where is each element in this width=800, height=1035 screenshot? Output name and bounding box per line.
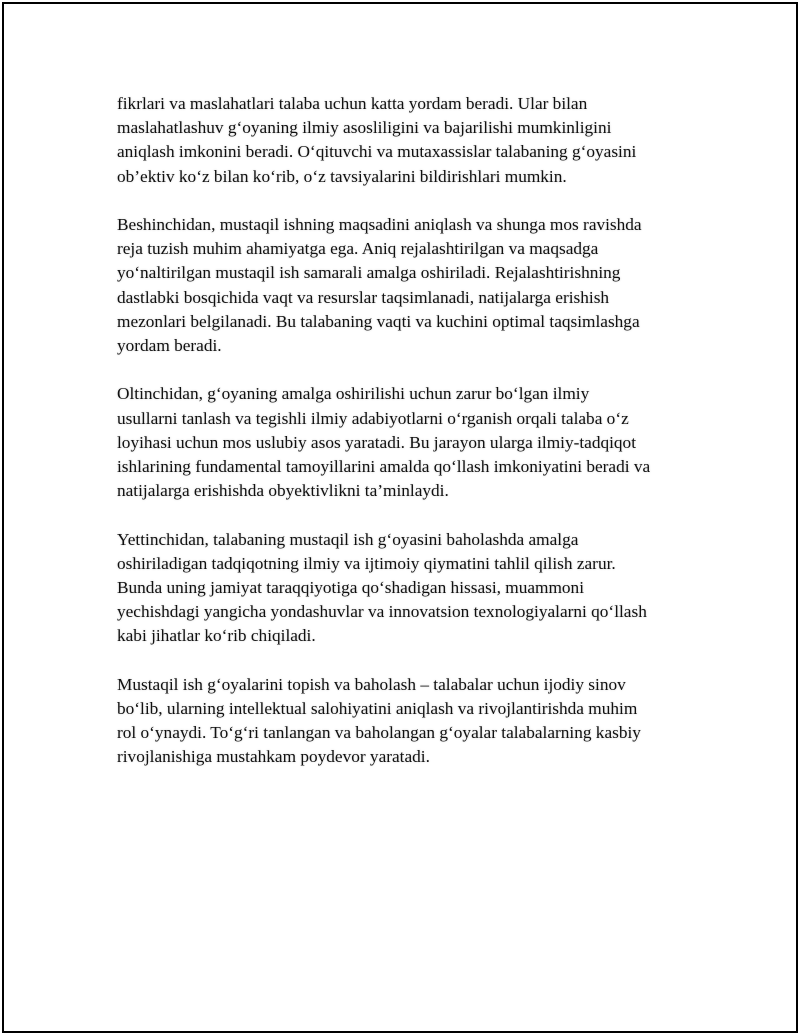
text-line: usullarni tanlash va tegishli ilmiy adabiyotlarni o‘rganish orqali talaba o‘z [117, 408, 629, 428]
text-line: ishlarining fundamental tamoyillarini amalda qo‘llash imkoniyatini beradi va [117, 457, 651, 477]
text-line: maslahatlashuv g‘oyaning ilmiy asosliligini va bajarilishi mumkinligini [117, 118, 612, 138]
text-line: fikrlari va maslahatlari talaba uchun katta yordam beradi. Ular bilan [117, 94, 588, 113]
paragraph-2 [117, 213, 702, 358]
text-line: Yettinchidan, talabaning mustaqil ish g‘oyasini baholashda amalga [117, 529, 579, 549]
document-body [117, 92, 702, 770]
text-line: yechishdagi yangicha yondashuvlar va innovatsion texnologiyalarni qo‘llash [117, 602, 647, 622]
text-line: Mustaqil ish g‘oyalarini topish va baholash – talabalar uchun ijodiy sinov [117, 674, 626, 694]
text-line: rivojlanishiga mustahkam poydevor yaratadi. [117, 747, 430, 767]
paragraph-4 [117, 528, 702, 649]
text-line: yordam beradi. [117, 336, 222, 356]
text-line: reja tuzish muhim ahamiyatga ega. Aniq rejalashtirilgan va maqsadga [117, 239, 599, 259]
paragraph-3 [117, 382, 702, 503]
text-line: ob’ektiv ko‘z bilan ko‘rib, o‘z tavsiyalarini bildirishlari mumkin. [117, 166, 567, 186]
text-line: mezonlari belgilanadi. Bu talabaning vaqti va kuchini optimal taqsimlashga [117, 311, 640, 331]
text-line: rol o‘ynaydi. To‘g‘ri tanlangan va baholangan g‘oyalar talabalarning kasbiy [117, 723, 641, 743]
paragraph-5 [117, 673, 702, 770]
text-line: natijalarga erishishda obyektivlikni ta’minlaydi. [117, 481, 449, 501]
text-line: yo‘naltirilgan mustaqil ish samarali amalga oshiriladi. Rejalashtirishning [117, 263, 621, 283]
text-line: kabi jihatlar ko‘rib chiqiladi. [117, 626, 316, 646]
text-line: loyihasi uchun mos uslubiy asos yaratadi. Bu jarayon ularga ilmiy-tadqiqot [117, 432, 636, 452]
text-line: Bunda uning jamiyat taraqqiyotiga qo‘shadigan hissasi, muammoni [117, 578, 584, 598]
text-line: bo‘lib, ularning intellektual salohiyatini aniqlash va rivojlantirishda muhim [117, 699, 638, 719]
text-line: aniqlash imkonini beradi. O‘qituvchi va mutaxassislar talabaning g‘oyasini [117, 142, 637, 162]
paragraph-1 [117, 92, 702, 189]
text-line: Oltinchidan, g‘oyaning amalga oshirilishi uchun zarur bo‘lgan ilmiy [117, 384, 590, 404]
text-line: dastlabki bosqichida vaqt va resurslar taqsimlanadi, natijalarga erishish [117, 287, 610, 307]
text-line: oshiriladigan tadqiqotning ilmiy va ijtimoiy qiymatini tahlil qilish zarur. [117, 553, 616, 573]
text-line: Beshinchidan, mustaqil ishning maqsadini aniqlash va shunga mos ravishda [117, 215, 642, 234]
